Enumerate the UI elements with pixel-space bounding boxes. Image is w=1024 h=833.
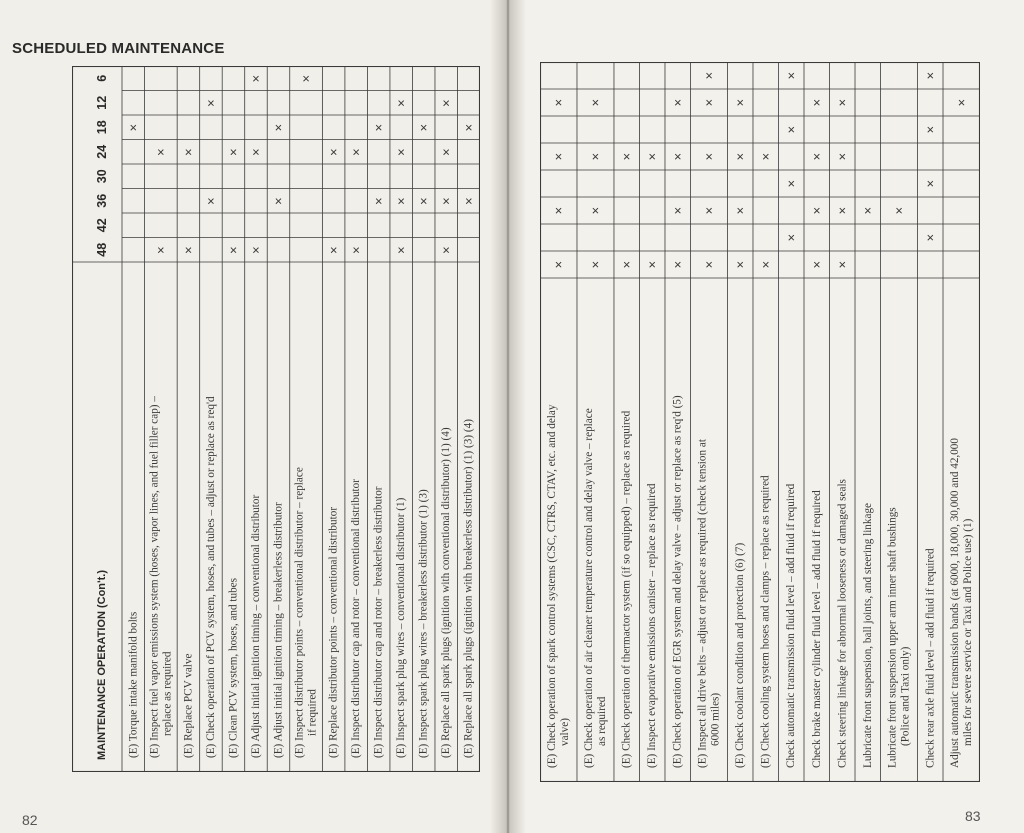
table-row [760, 149, 772, 768]
interval-mark: × [736, 149, 745, 164]
table-row [734, 95, 746, 768]
table-row [418, 120, 430, 758]
interval-mark: × [442, 242, 451, 258]
mileage-header: 48 [95, 242, 109, 257]
interval-mark: × [374, 119, 383, 135]
interval-mark: × [673, 257, 682, 272]
interval-mark: × [229, 242, 238, 258]
table-row [621, 149, 633, 768]
interval-mark: × [554, 257, 563, 272]
table-row [395, 95, 407, 758]
operation-text: replace as required [161, 651, 174, 736]
interval-mark: × [207, 193, 215, 209]
operation-text: Check steering linkage for abnormal looseness or damaged seals [836, 479, 849, 768]
operation-text: (E) Check coolant condition and protection (6) (7) [734, 542, 747, 768]
interval-mark: × [838, 149, 847, 164]
interval-mark: × [591, 257, 600, 272]
interval-mark: × [442, 95, 451, 111]
left-table-svg [72, 66, 480, 772]
operation-text: (E) Inspect fuel vapor emissions system (hoses, vapor lines, and fuel filler cap) – [148, 396, 161, 758]
interval-mark: × [207, 95, 215, 111]
interval-mark: × [648, 257, 657, 272]
interval-mark: × [622, 149, 631, 164]
operation-text: (Police and Taxi only) [899, 646, 912, 746]
interval-mark: × [464, 119, 473, 135]
operation-text: valve) [558, 718, 571, 746]
interval-mark: × [157, 242, 165, 258]
interval-mark: × [705, 149, 713, 164]
interval-mark: × [705, 95, 713, 110]
table-row [546, 95, 571, 768]
interval-mark: × [229, 144, 238, 160]
interval-mark: × [761, 149, 770, 164]
table-row [862, 203, 874, 768]
table-row [227, 144, 239, 758]
operation-text: (E) Inspect evaporative emissions canister – replace as required [646, 483, 659, 768]
interval-mark: × [442, 144, 451, 160]
table-row [294, 71, 319, 758]
operation-text: Adjust automatic transmission bands (at 6000, 18,000, 30,000 and 42,000 [949, 438, 962, 768]
interval-mark: × [329, 242, 338, 258]
interval-mark: × [812, 257, 821, 272]
mileage-header: 36 [95, 193, 109, 208]
operation-text: Lubricate front suspension upper arm inner shaft bushings [886, 507, 899, 768]
operation-text: (E) Replace distributor points – conventional distributor [327, 506, 340, 758]
interval-mark: × [184, 242, 193, 258]
table-row [785, 68, 797, 768]
interval-mark: × [926, 122, 935, 137]
interval-mark: × [705, 203, 713, 218]
table-row [127, 120, 139, 758]
interval-mark: × [648, 149, 657, 164]
operation-text: (E) Inspect all drive belts – adjust or replace as required (check tension at [696, 439, 709, 768]
mileage-header: 12 [95, 95, 109, 110]
book-gutter [490, 0, 526, 833]
table-row [272, 120, 284, 758]
interval-mark: × [673, 203, 682, 218]
interval-mark: × [274, 119, 283, 135]
interval-mark: × [957, 95, 966, 110]
interval-mark: × [812, 95, 821, 110]
table-row [328, 144, 340, 758]
interval-mark: × [736, 257, 745, 272]
interval-mark: × [157, 144, 165, 160]
table-row [440, 95, 452, 758]
operation-text: Check rear axle fluid level – add fluid if required [924, 548, 937, 768]
table-row [350, 144, 362, 758]
table-row [672, 95, 684, 768]
interval-mark: × [397, 144, 405, 160]
mileage-header: 42 [95, 218, 109, 233]
table-row [887, 203, 912, 768]
interval-mark: × [554, 95, 563, 110]
interval-mark: × [812, 203, 821, 218]
interval-mark: × [705, 68, 713, 83]
interval-mark: × [419, 119, 428, 135]
interval-mark: × [252, 70, 260, 86]
operation-text: (E) Inspect distributor points – conventional distributor – replace [293, 467, 306, 758]
interval-mark: × [252, 242, 260, 258]
interval-mark: × [397, 95, 405, 111]
interval-mark: × [274, 193, 283, 209]
interval-mark: × [761, 257, 770, 272]
table-row [696, 68, 721, 768]
interval-mark: × [591, 95, 600, 110]
maintenance-table-left [72, 66, 480, 772]
interval-mark: × [419, 193, 428, 209]
table-row [463, 120, 475, 758]
operation-text: (E) Check operation of thermactor system (if so equipped) – replace as required [620, 410, 633, 768]
operation-text: (E) Inspect spark plug wires – conventional distributor (1) [395, 497, 408, 758]
interval-mark: × [838, 203, 847, 218]
operation-text: (E) Clean PCV system, hoses, and tubes [227, 577, 240, 758]
table-row [583, 95, 608, 768]
interval-mark: × [812, 149, 821, 164]
operation-text: (E) Check cooling system hoses and clamps – replace as required [759, 475, 772, 768]
operation-text: (E) Check operation of air cleaner temperature control and delay valve – replace [582, 408, 595, 768]
operation-text: (E) Inspect spark plug wires – breakerless distributor (1) (3) [417, 489, 430, 758]
page-left [0, 0, 508, 833]
interval-mark: × [397, 242, 405, 258]
interval-mark: × [838, 257, 847, 272]
operation-text: (E) Replace PCV valve [182, 653, 195, 758]
operation-header: MAINTENANCE OPERATION (Con't.) [96, 569, 108, 760]
interval-mark: × [787, 68, 796, 83]
interval-mark: × [554, 149, 563, 164]
table-row [646, 149, 658, 768]
interval-mark: × [705, 257, 713, 272]
operation-text: (E) Check operation of PCV system, hoses, and tubes – adjust or replace as req'd [204, 396, 217, 758]
interval-mark: × [838, 95, 847, 110]
page-title: SCHEDULED MAINTENANCE [12, 40, 225, 57]
table-row [924, 68, 936, 768]
operation-text: Check automatic transmission fluid level – add fluid if required [785, 483, 798, 768]
interval-mark: × [352, 144, 360, 160]
operation-text: (E) Replace all spark plugs (ignition with conventional distributor) (1) (4) [440, 427, 453, 758]
interval-mark: × [252, 144, 260, 160]
interval-mark: × [129, 119, 138, 135]
mileage-header: 18 [95, 120, 109, 135]
right-table-svg [540, 62, 980, 782]
table-row [148, 144, 173, 758]
interval-mark: × [895, 203, 903, 218]
table-row [836, 95, 848, 768]
operation-text: as required [595, 696, 608, 746]
operation-text: miles for severe service or Taxi and Police use) (1) [962, 518, 975, 746]
interval-mark: × [787, 122, 796, 137]
operation-text: (E) Torque intake manifold bolts [127, 611, 140, 758]
operation-text: if required [306, 689, 319, 736]
operation-text: Check brake master cylinder fluid level – add fluid if required [810, 490, 823, 768]
operation-text: (E) Check operation of EGR system and delay valve – adjust or replace as req'd (5) [671, 395, 684, 768]
interval-mark: × [673, 149, 682, 164]
operation-text: 6000 miles) [709, 692, 722, 746]
interval-mark: × [787, 230, 796, 245]
interval-mark: × [442, 193, 451, 209]
operation-text: (E) Adjust initial ignition timing – conventional distributor [249, 494, 262, 758]
operation-text: (E) Inspect distributor cap and rotor – conventional distributor [350, 479, 363, 758]
interval-mark: × [591, 203, 600, 218]
interval-mark: × [673, 95, 682, 110]
table-row [373, 120, 385, 758]
table-row [811, 95, 823, 768]
mileage-header: 24 [95, 144, 109, 159]
table-row [949, 95, 974, 768]
maintenance-table-right [540, 62, 980, 782]
interval-mark: × [787, 176, 796, 191]
operation-text: (E) Check operation of spark control systems (CSC, CTRS, CTAV, etc. and delay [545, 404, 558, 768]
interval-mark: × [374, 193, 383, 209]
interval-mark: × [736, 95, 745, 110]
interval-mark: × [736, 203, 745, 218]
interval-mark: × [397, 193, 405, 209]
interval-mark: × [352, 242, 360, 258]
interval-mark: × [622, 257, 631, 272]
table-row [250, 71, 262, 758]
interval-mark: × [184, 144, 193, 160]
page-number-left: 82 [22, 812, 38, 828]
mileage-header: 6 [95, 74, 109, 82]
interval-mark: × [464, 193, 473, 209]
interval-mark: × [554, 203, 563, 218]
interval-mark: × [863, 203, 872, 218]
interval-mark: × [926, 68, 935, 83]
interval-mark: × [302, 70, 310, 86]
operation-text: (E) Replace all spark plugs (ignition with breakerless distributor) (1) (3) (4) [462, 419, 475, 758]
mileage-header: 30 [95, 169, 109, 184]
table-row [182, 144, 194, 758]
operation-text: Lubricate front suspension, ball joints, and steering linkage [861, 502, 874, 768]
interval-mark: × [329, 144, 338, 160]
interval-mark: × [591, 149, 600, 164]
page-number-right: 83 [965, 808, 981, 824]
operation-text: (E) Inspect distributor cap and rotor – breakerless distributor [372, 486, 385, 758]
interval-mark: × [926, 176, 935, 191]
operation-text: (E) Adjust initial ignition timing – breakerless distributor [272, 502, 285, 758]
table-row [205, 95, 217, 758]
interval-mark: × [926, 230, 935, 245]
